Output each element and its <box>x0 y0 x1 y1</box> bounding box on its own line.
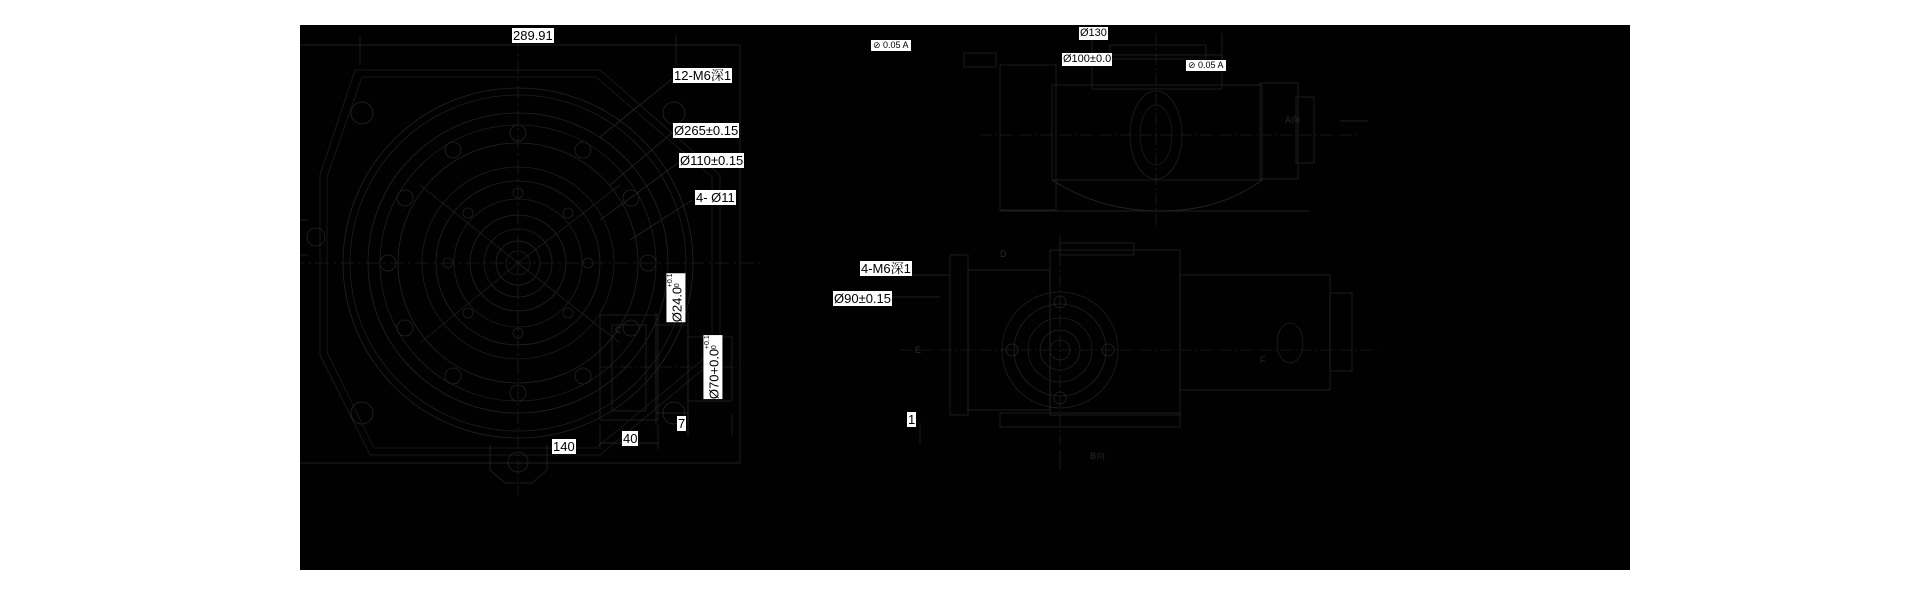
part-label-d: D <box>1000 249 1007 259</box>
cad-viewport[interactable] <box>300 25 1630 570</box>
dimension-140: 140 <box>553 439 575 454</box>
dimension-d70-value: Ø70+0.0 <box>706 348 722 400</box>
dimension-d130: Ø130 <box>1080 27 1107 39</box>
dimension-1: 1 <box>908 412 916 427</box>
part-label-f: F <box>1260 355 1266 365</box>
dimension-d70-tolerance: +0.1 0 <box>704 335 718 349</box>
dimension-d70 <box>703 335 722 399</box>
dimension-d24-value: Ø24.0 <box>669 286 685 323</box>
view-label-b: B向 <box>1090 451 1106 461</box>
part-label-c: C <box>615 325 622 335</box>
dimension-4-m6: 4-M6深1 <box>861 261 911 276</box>
dimension-d100: Ø100±0.0 <box>1063 53 1112 65</box>
dimension-d90: Ø90±0.15 <box>834 291 892 306</box>
dimension-d265: Ø265±0.15 <box>674 123 739 138</box>
dimension-40: 40 <box>623 431 638 446</box>
feature-control-frame-a: ⊘ 0.05 A <box>870 39 912 52</box>
view-label-a: A向 <box>1285 115 1301 125</box>
part-label-e: E <box>915 345 922 355</box>
dimension-d110: Ø110±0.15 <box>680 153 744 168</box>
feature-control-frame-b: ⊘ 0.05 A <box>1185 59 1227 72</box>
dimension-12-m6: 12-M6深1 <box>674 68 732 83</box>
dimension-d24-tolerance: +0.1 0 <box>667 273 681 287</box>
drawing-geometry <box>300 25 1630 570</box>
dimension-7: 7 <box>678 416 686 431</box>
dimension-d24 <box>666 273 685 322</box>
dimension-4-d11: 4- Ø11 <box>696 190 735 205</box>
dimension-289-91: 289.91 <box>513 28 553 43</box>
